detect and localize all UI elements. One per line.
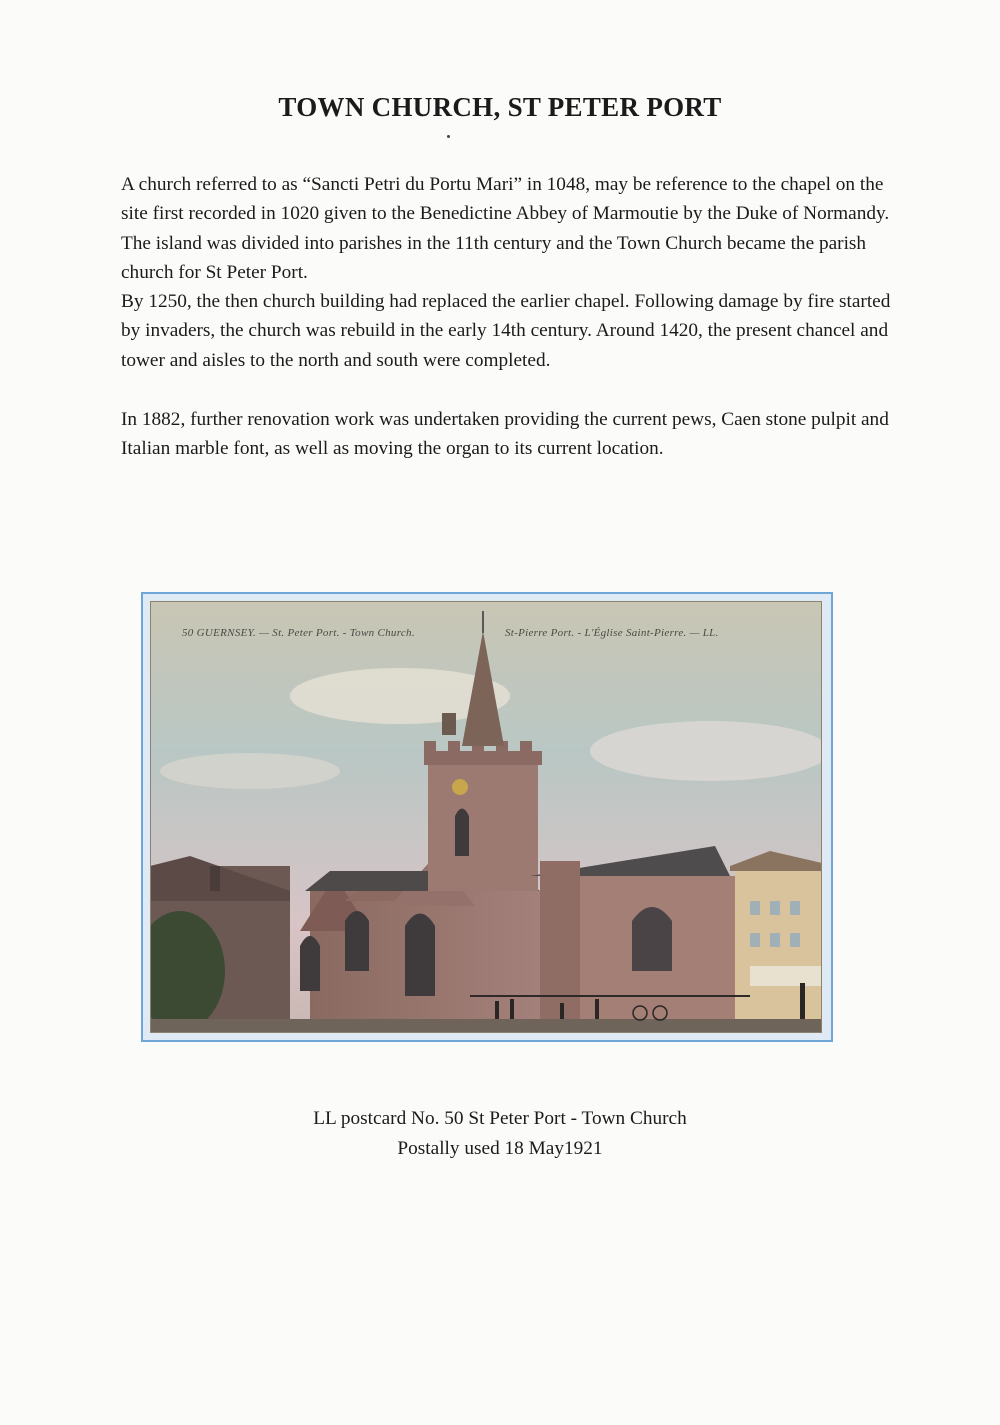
caption-line-1: LL postcard No. 50 St Peter Port - Town Church	[313, 1108, 687, 1129]
caption-line-2: Postally used 18 May1921	[397, 1138, 603, 1159]
town-church-illustration	[150, 601, 822, 1033]
page-title: TOWN CHURCH, ST PETER PORT	[278, 92, 722, 122]
intro-text	[121, 170, 891, 375]
renovation-text	[121, 405, 891, 464]
title-dot	[447, 135, 450, 138]
paragraph-3: In 1882, further renovation work was undertaken providing the current pews, Caen stone pulpit and Italian marble font, as well as moving the organ to its current location.	[121, 409, 889, 460]
postcard-caption	[0, 1104, 1000, 1164]
paragraph-2: By 1250, the then church building had replaced the earlier chapel. Following damage by fire started by invaders, the church was rebuild in the early 14th century. Around 1420, the present chancel and tower and aisles to the north and south were completed.	[121, 291, 891, 371]
paragraph-1: A church referred to as “Sancti Petri du Portu Mari” in 1048, may be reference to the chapel on the site first recorded in 1020 given to the Benedictine Abbey of Marmoutie by the Duke of Normandy. The island was divided into parishes in the 11th century and the Town Church became the parish church for St Peter Port.	[121, 174, 890, 283]
postcard-caption-french: St-Pierre Port. - L'Église Saint-Pierre. — LL.	[505, 627, 719, 639]
postcard-image	[150, 601, 822, 1033]
postcard-caption-english: 50 GUERNSEY. — St. Peter Port. - Town Church.	[182, 627, 415, 639]
